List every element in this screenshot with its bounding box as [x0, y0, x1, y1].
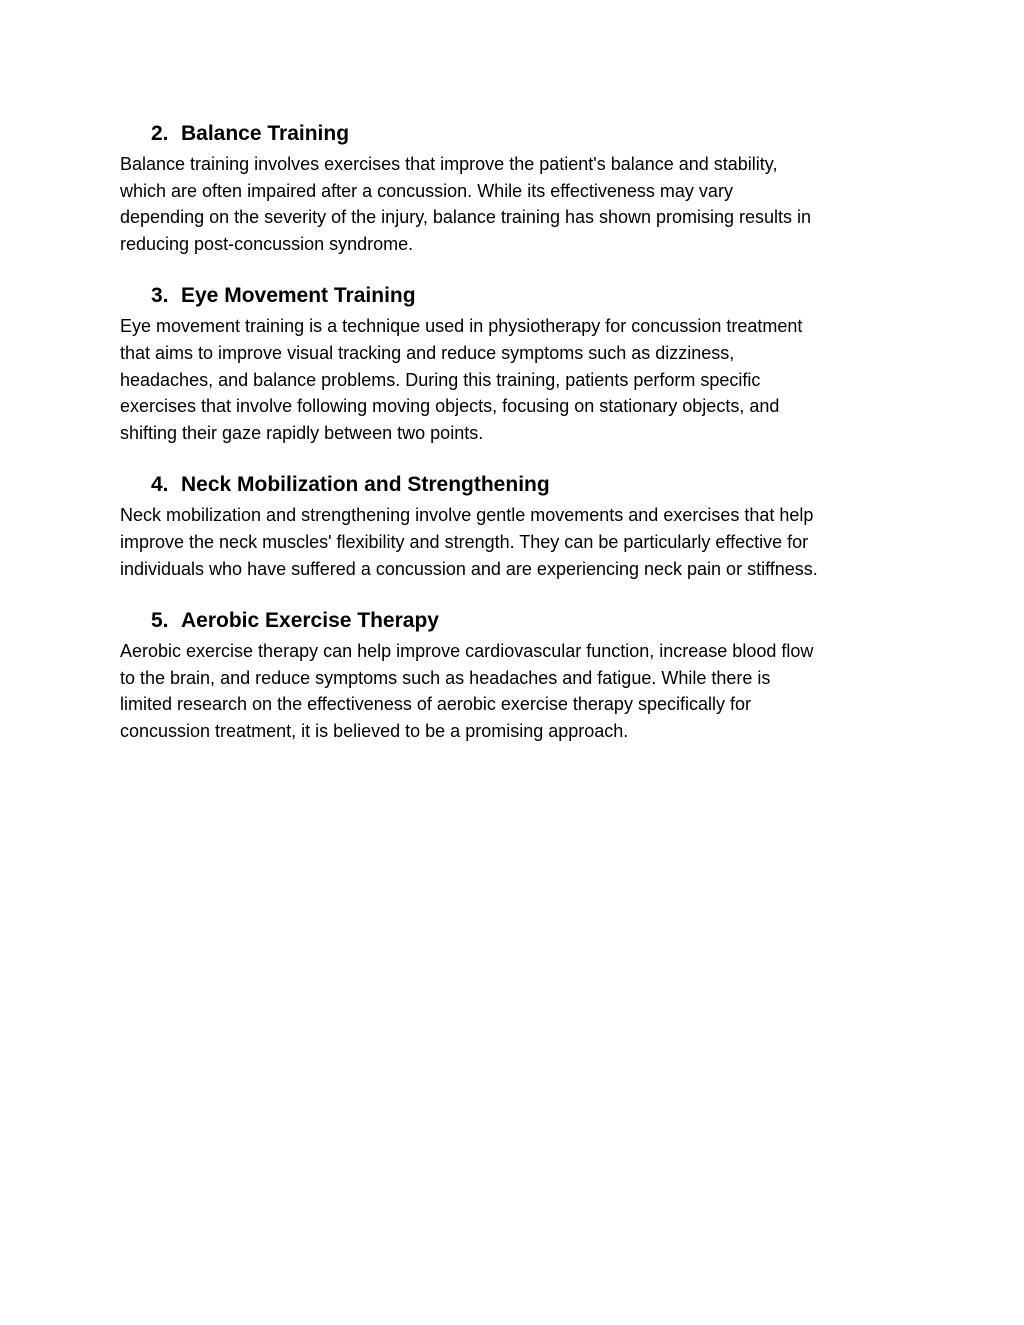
paragraph-line: Balance training involves exercises that improve the patient's balance and stability, — [120, 154, 778, 174]
section-number: 3. — [151, 284, 169, 308]
paragraph-line: individuals who have suffered a concussion and are experiencing neck pain or stiffness. — [120, 558, 818, 579]
paragraph-line: which are often impaired after a concussion. While its effectiveness may vary — [120, 180, 733, 201]
paragraph-line: that aims to improve visual tracking and reduce symptoms such as dizziness, — [120, 342, 735, 363]
section-number: 2. — [151, 122, 169, 145]
section-title: Neck Mobilization and Strengthening — [181, 473, 550, 497]
paragraph-line: improve the neck muscles' flexibility and strength. They can be particularly effective for — [120, 531, 809, 552]
section-heading — [151, 281, 920, 311]
paragraph-line: limited research on the effectiveness of aerobic exercise therapy specifically for — [120, 694, 751, 715]
section-title: Aerobic Exercise Therapy — [181, 609, 439, 633]
paragraph-line: shifting their gaze rapidly between two points. — [120, 422, 484, 443]
section-number: 4. — [151, 473, 169, 497]
section-heading — [151, 119, 920, 149]
section-heading — [151, 606, 920, 636]
paragraph-line: exercises that involve following moving objects, focusing on stationary objects, and — [120, 396, 780, 417]
paragraph-line: Eye movement training is a technique used in physiotherapy for concussion treatment — [120, 316, 803, 337]
section-paragraph — [120, 151, 920, 257]
paragraph-line: Aerobic exercise therapy can help improve cardiovascular function, increase blood flow — [120, 641, 814, 662]
paragraph-line: concussion treatment, it is believed to be a promising approach. — [120, 720, 629, 741]
paragraph-line: headaches, and balance problems. During this training, patients perform specific — [120, 369, 761, 390]
paragraph-line: reducing post-concussion syndrome. — [120, 233, 414, 254]
section-eye-movement-training — [120, 281, 920, 446]
section-aerobic-exercise-therapy — [120, 606, 920, 744]
section-number: 5. — [151, 609, 169, 633]
section-heading — [151, 470, 920, 500]
section-paragraph — [120, 638, 920, 744]
section-balance-training — [120, 119, 920, 257]
section-title: Balance Training — [181, 122, 350, 145]
section-title: Eye Movement Training — [181, 284, 416, 308]
paragraph-line: depending on the severity of the injury, balance training has shown promising results in — [120, 207, 812, 228]
section-paragraph — [120, 502, 920, 582]
section-neck-mobilization — [120, 470, 920, 582]
paragraph-line: Neck mobilization and strengthening involve gentle movements and exercises that help — [120, 505, 814, 526]
paragraph-line: to the brain, and reduce symptoms such as headaches and fatigue. While there is — [120, 667, 771, 688]
section-paragraph — [120, 313, 920, 446]
document-content — [120, 119, 920, 769]
